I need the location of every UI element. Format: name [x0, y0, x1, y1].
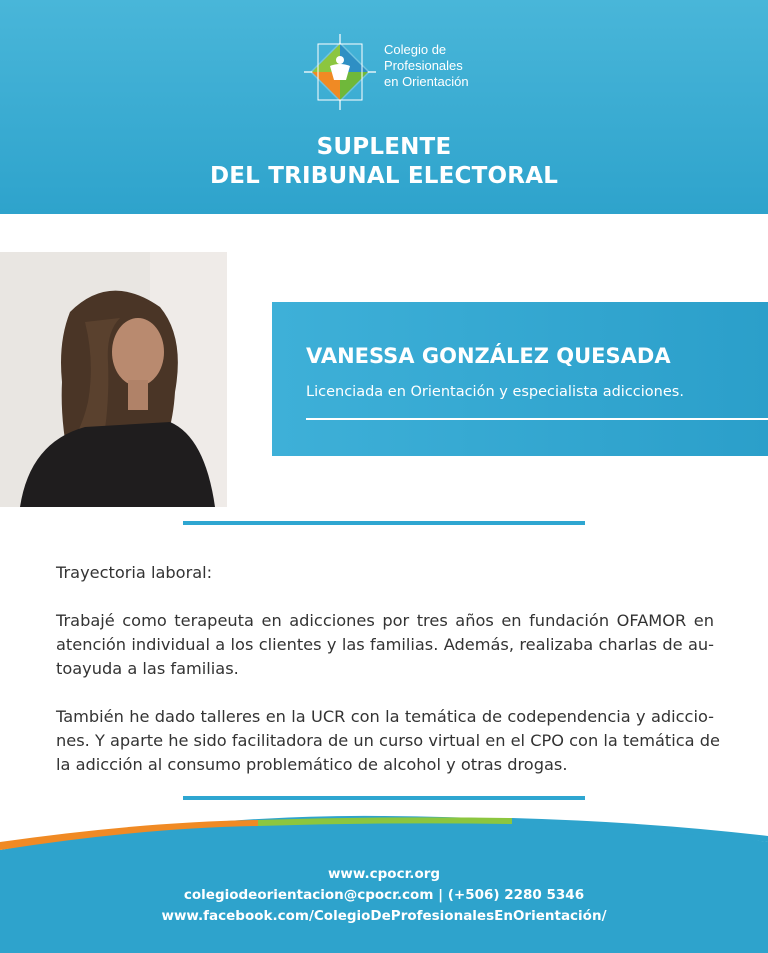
profile-photo — [0, 252, 227, 507]
bio-paragraph-1 — [56, 609, 714, 681]
footer-contact — [0, 864, 768, 927]
footer-facebook-link[interactable]: www.facebook.com/ColegioDeProfesionalesEnOrientación/ — [161, 908, 607, 924]
bio-heading: Trayectoria laboral: — [56, 563, 213, 582]
bio-paragraph-2 — [56, 705, 720, 777]
footer-email-phone[interactable]: colegiodeorientacion@cpocr.com | (+506) 2280 5346 — [183, 887, 585, 903]
name-card — [272, 302, 768, 456]
footer — [0, 812, 768, 953]
logo — [300, 34, 480, 110]
title-line-2: DEL TRIBUNAL ELECTORAL — [209, 163, 559, 189]
bio-p2-line-3: la adicción al consumo problemático de alcohol y otras drogas. — [56, 755, 568, 774]
bio-p1-line-3: toayuda a las familias. — [56, 659, 239, 678]
logo-mark-icon — [300, 34, 380, 110]
bio-content — [56, 561, 720, 801]
name-underline — [306, 418, 768, 420]
logo-line-3: en Orientación — [384, 74, 469, 89]
logo-line-1: Colegio de — [384, 42, 447, 57]
logo-text — [384, 42, 469, 90]
bio-p2-line-2: nes. Y aparte he sido facilitadora de un curso virtual en el CPO con la temática de — [56, 731, 720, 750]
header-banner — [0, 0, 768, 214]
logo-line-2: Profesionales — [384, 58, 463, 73]
bio-p2-line-1: También he dado talleres en la UCR con la temática de codependencia y adiccio- — [56, 707, 714, 726]
person-name: VANESSA GONZÁLEZ QUESADA — [306, 344, 671, 368]
bio-p1-line-2: atención individual a los clientes y las familias. Además, realizaba charlas de au- — [56, 635, 714, 654]
bio-p1-line-1: Trabajé como terapeuta en adicciones por tres años en fundación OFAMOR en — [56, 611, 714, 630]
person-profession: Licenciada en Orientación y especialista adicciones. — [306, 384, 684, 400]
divider-top — [183, 521, 585, 525]
title-line-1: SUPLENTE — [316, 134, 452, 160]
footer-website-link[interactable]: www.cpocr.org — [327, 866, 441, 882]
page-title — [0, 133, 768, 191]
divider-bottom — [183, 796, 585, 800]
